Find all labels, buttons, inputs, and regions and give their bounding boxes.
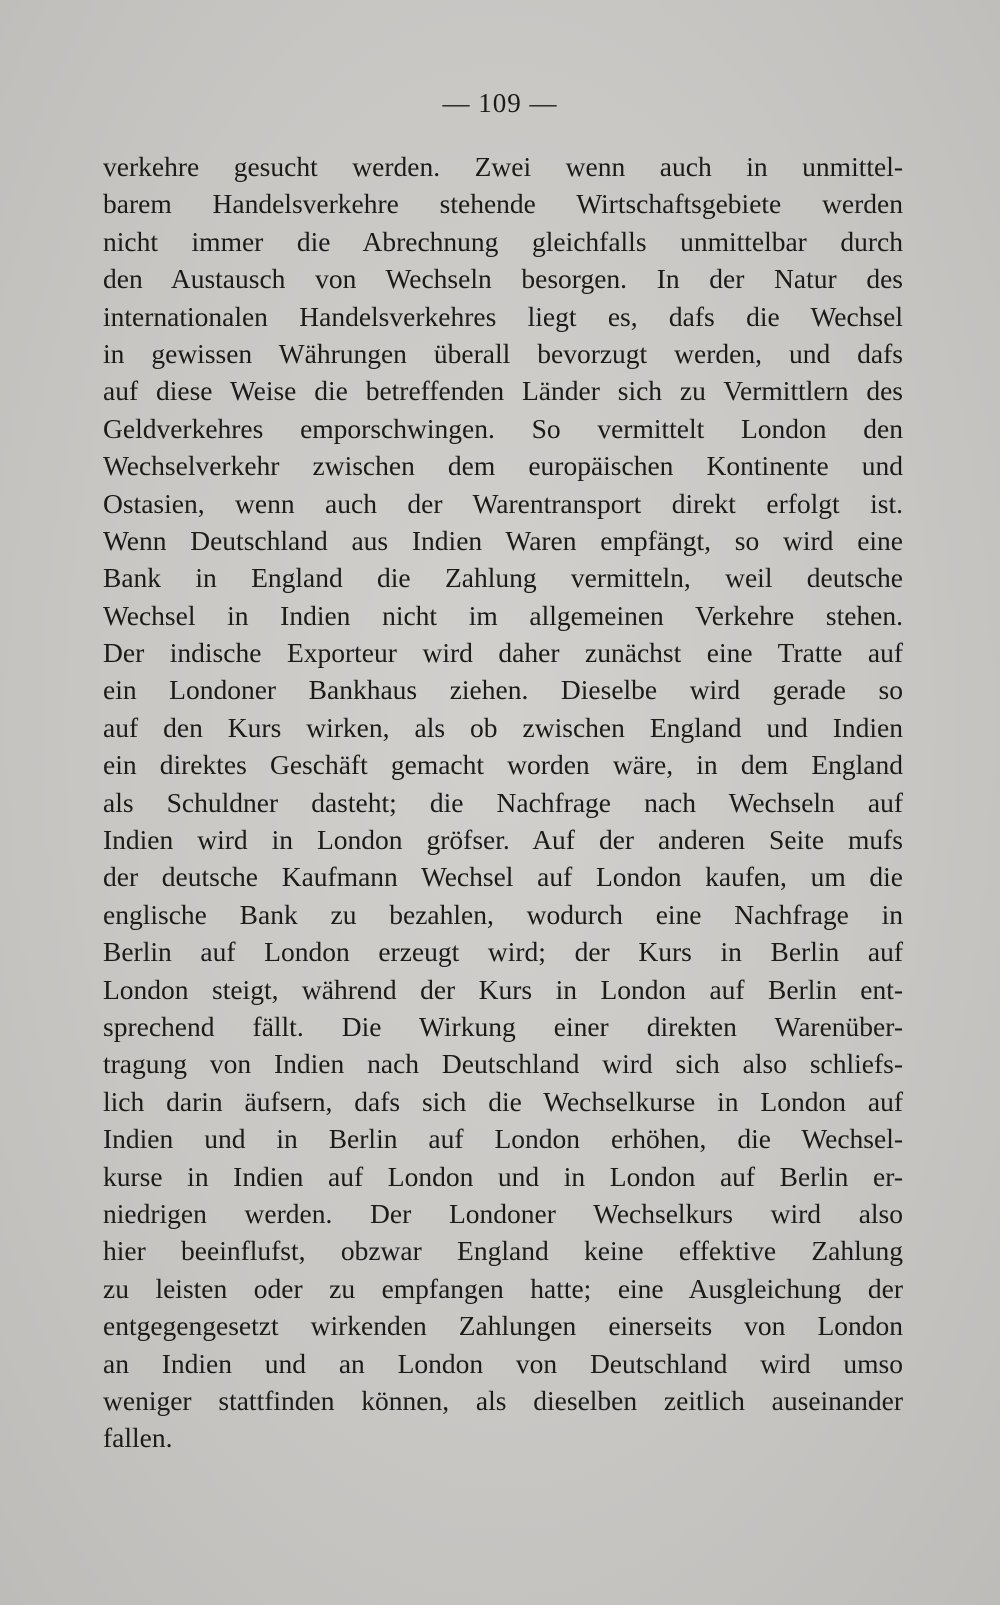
body-text (103, 148, 903, 1457)
text-line: auf den Kurs wirken, als ob zwischen England und Indien (103, 711, 903, 743)
text-line: Indien wird in London gröfser. Auf der anderen Seite mufs (103, 824, 903, 856)
text-line: nicht immer die Abrechnung gleichfalls unmittelbar durch (103, 225, 903, 257)
text-line: kurse in Indien auf London und in London auf Berlin er- (103, 1160, 903, 1192)
text-line: hier beeinflufst, obzwar England keine effektive Zahlung (103, 1235, 903, 1267)
text-line: Der indische Exporteur wird daher zunächst eine Tratte auf (103, 637, 903, 669)
text-line: ein Londoner Bankhaus ziehen. Dieselbe wird gerade so (103, 674, 903, 706)
text-line: englische Bank zu bezahlen, wodurch eine Nachfrage in (103, 898, 903, 930)
text-line: Bank in England die Zahlung vermitteln, weil deutsche (103, 562, 903, 594)
text-line: in gewissen Währungen überall bevorzugt werden, und dafs (103, 337, 903, 369)
text-line: als Schuldner dasteht; die Nachfrage nach Wechseln auf (103, 786, 903, 818)
text-line: Indien und in Berlin auf London erhöhen, die Wechsel- (103, 1123, 903, 1155)
text-line: entgegengesetzt wirkenden Zahlungen einerseits von London (103, 1310, 903, 1342)
text-line: Ostasien, wenn auch der Warentransport direkt erfolgt ist. (103, 487, 903, 519)
page-number: — 109 — (442, 88, 558, 118)
text-line: ein direktes Geschäft gemacht worden wäre, in dem England (103, 749, 903, 781)
text-line: den Austausch von Wechseln besorgen. In der Natur des (103, 263, 903, 295)
text-line: Geldverkehres emporschwingen. So vermittelt London den (103, 412, 903, 444)
text-line: zu leisten oder zu empfangen hatte; eine Ausgleichung der (103, 1272, 903, 1304)
text-line: niedrigen werden. Der Londoner Wechselkurs wird also (103, 1197, 903, 1229)
text-line: Wechsel in Indien nicht im allgemeinen Verkehre stehen. (103, 599, 903, 631)
text-line: sprechend fällt. Die Wirkung einer direkten Warenüber- (103, 1010, 903, 1042)
text-line: tragung von Indien nach Deutschland wird sich also schliefs- (103, 1048, 903, 1080)
text-line: der deutsche Kaufmann Wechsel auf London kaufen, um die (103, 861, 903, 893)
text-line: Berlin auf London erzeugt wird; der Kurs in Berlin auf (103, 936, 903, 968)
text-line: Wenn Deutschland aus Indien Waren empfängt, so wird eine (103, 524, 903, 556)
text-line: internationalen Handelsverkehres liegt es, dafs die Wechsel (103, 300, 903, 332)
text-line: verkehre gesucht werden. Zwei wenn auch in unmittel- (103, 151, 903, 182)
text-line: weniger stattfinden können, als dieselben zeitlich auseinander (103, 1384, 903, 1416)
text-line: an Indien und an London von Deutschland wird umso (103, 1347, 903, 1379)
text-line: barem Handelsverkehre stehende Wirtschaftsgebiete werden (103, 188, 903, 220)
text-line: fallen. (103, 1422, 173, 1454)
text-line: London steigt, während der Kurs in London auf Berlin ent- (103, 973, 903, 1005)
text-line: lich darin äufsern, dafs sich die Wechselkurse in London auf (103, 1085, 903, 1117)
text-line: Wechselverkehr zwischen dem europäischen Kontinente und (103, 450, 903, 482)
text-line: auf diese Weise die betreffenden Länder sich zu Vermittlern des (103, 375, 903, 407)
